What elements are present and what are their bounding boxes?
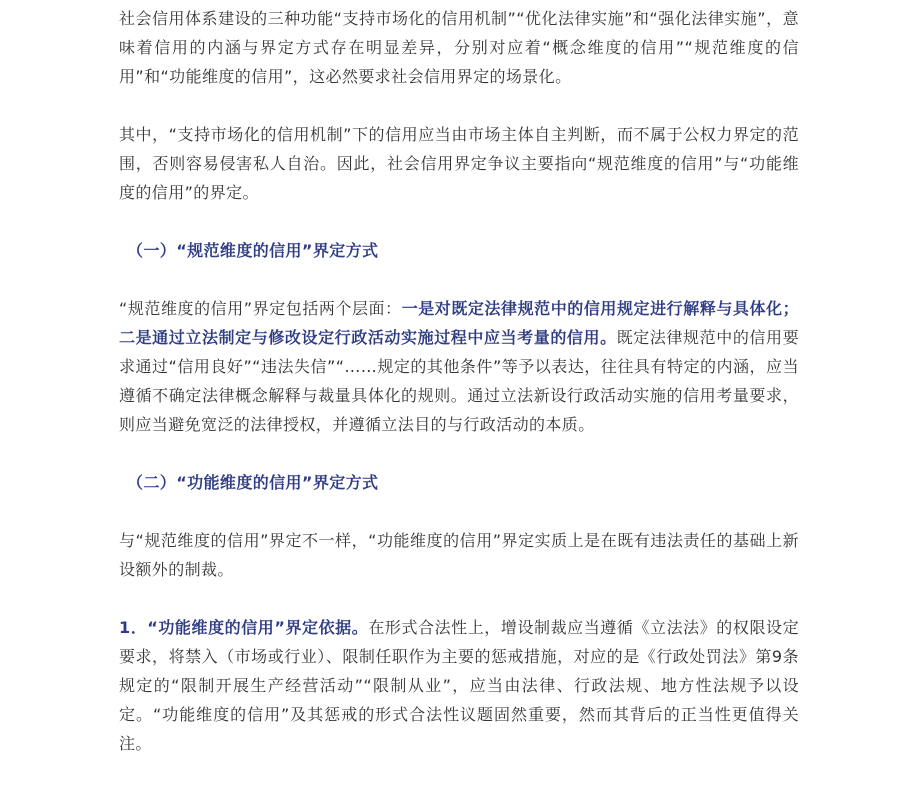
- section-heading-functional-credit: （二）“功能维度的信用”界定方式: [127, 473, 379, 492]
- paragraph-spacer: [119, 497, 799, 526]
- paragraph-market-credit: 其中，“支持市场化的信用机制”下的信用应当由市场主体自主判断，而不属于公权力界定的范围，否则容易侵害私人自治。因此，社会信用界定争议主要指向“规范维度的信用”与“功能维度的信用”的界定。: [119, 125, 799, 202]
- paragraph-body-text: 在形式合法性上，增设制裁应当遵循《立法法》的权限设定要求，将禁入（市场或行业）、限制任职作为主要的惩戒措施，对应的是《行政处罚法》第9条规定的“限制开展生产经营活动”“限制从业”，应当由法律、行政法规、地方性法规予以设定。“功能维度的信用”及其惩戒的形式合法性议题固然重要，然而其背后的正当性更值得关注。: [119, 618, 799, 753]
- emphasized-text: 1．“功能维度的信用”界定依据。: [119, 618, 369, 637]
- paragraph-functional-credit: 与“规范维度的信用”界定不一样，“功能维度的信用”界定实质上是在既有违法责任的基础上新设额外的制裁。: [119, 531, 799, 579]
- section-heading-normative-credit: （一）“规范维度的信用”界定方式: [127, 241, 379, 260]
- paragraph-spacer: [119, 265, 799, 294]
- article-body: [119, 4, 799, 758]
- paragraph-social-credit-functions: 社会信用体系建设的三种功能“支持市场化的信用机制”“优化法律实施”和“强化法律实施”，意味着信用的内涵与界定方式存在明显差异，分别对应着“概念维度的信用”“规范维度的信用”和“功能维度的信用”，这必然要求社会信用界定的场景化。: [119, 9, 799, 86]
- paragraph-normative-credit: [119, 294, 799, 439]
- paragraph-spacer: [119, 207, 799, 236]
- emphasized-text: 一是对既定法律规范中的信用规定进行解释与具体化；二是通过立法制定与修改设定行政活动实施过程中应当考量的信用。: [119, 299, 799, 347]
- paragraph-spacer: [119, 91, 799, 120]
- paragraph-spacer: [119, 584, 799, 613]
- paragraph-spacer: [119, 439, 799, 468]
- paragraph-body-text: 既定法律规范中的信用要求通过“信用良好”“违法失信”“……规定的其他条件”等予以表达，往往具有特定的内涵，应当遵循不确定法律概念解释与裁量具体化的规则。通过立法新设行政活动实施的信用考量要求，则应当避免宽泛的法律授权，并遵循立法目的与行政活动的本质。: [119, 328, 799, 434]
- paragraph-lead-text: “规范维度的信用”界定包括两个层面：: [119, 299, 402, 318]
- paragraph-functional-credit-basis: [119, 613, 799, 758]
